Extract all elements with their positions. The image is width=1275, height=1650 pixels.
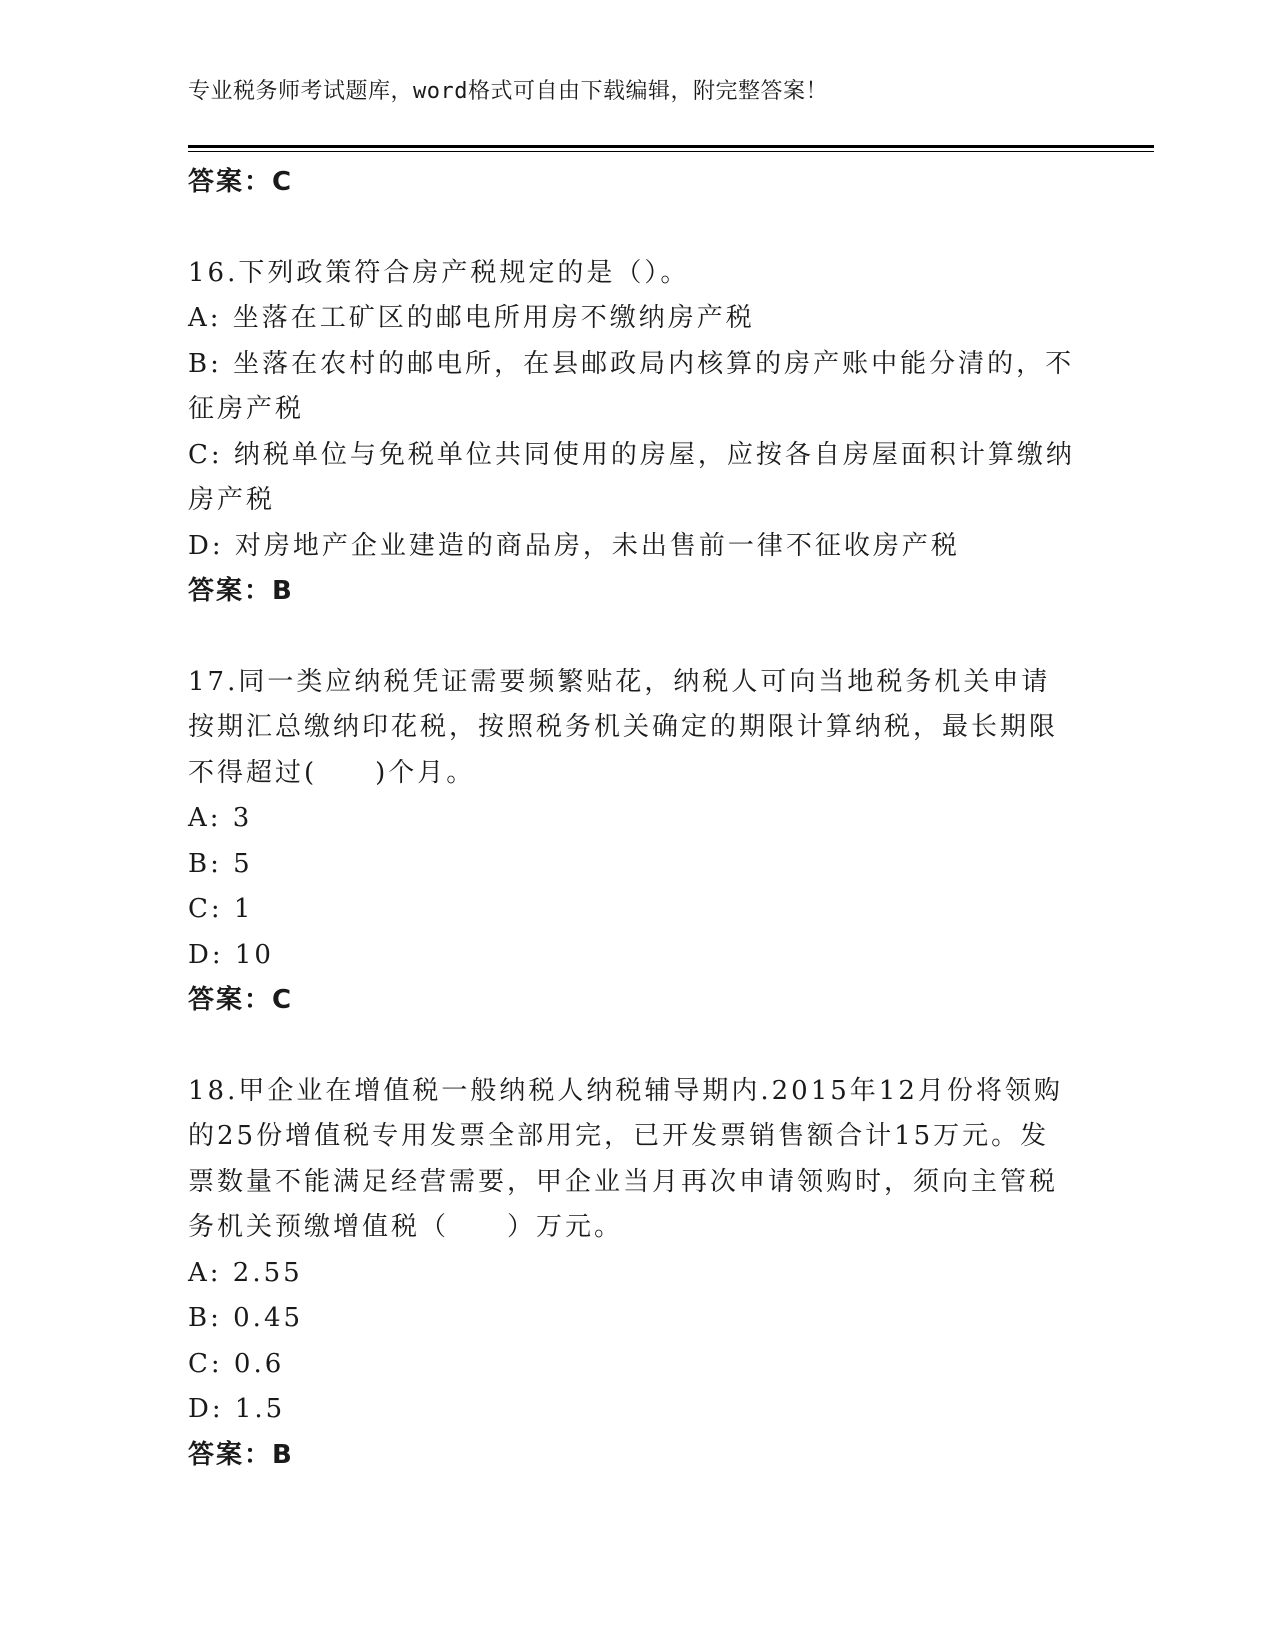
question-stem: 18.甲企业在增值税一般纳税人纳税辅导期内.2015年12月份将领购的25份增值税专用发票全部用完，已开发票销售额合计15万元。发票数量不能满足经营需要，甲企业当月再次申请领购时，须向主管税务机关预缴增值税（ ）万元。 [188, 1075, 1063, 1242]
document-body [188, 160, 1088, 1478]
option-c: C: 1 [188, 894, 254, 924]
option-a: A: 2.55 [188, 1257, 303, 1288]
answer-line: 答案：B [188, 576, 294, 606]
question-16 [188, 251, 1088, 615]
header-rule-thin [188, 151, 1154, 152]
option-d: D: 对房地产企业建造的商品房，未出售前一律不征收房产税 [188, 530, 960, 561]
option-b: B: 坐落在农村的邮电所，在县邮政局内核算的房产账中能分清的，不征房产税 [188, 348, 1075, 424]
question-17 [188, 660, 1088, 1024]
header-rule-thick [188, 145, 1154, 148]
option-a: A: 坐落在工矿区的邮电所用房不缴纳房产税 [188, 303, 755, 333]
option-b: B: 5 [188, 848, 253, 879]
option-c: C: 纳税单位与免税单位共同使用的房屋，应按各自房屋面积计算缴纳房产税 [188, 439, 1075, 515]
question-stem: 16.下列政策符合房产税规定的是（）。 [188, 257, 690, 288]
option-a: A: 3 [188, 803, 253, 833]
option-d: D: 10 [188, 939, 274, 970]
option-d: D: 1.5 [188, 1394, 286, 1424]
option-b: B: 0.45 [188, 1303, 304, 1333]
page-header: 专业税务师考试题库，word格式可自由下载编辑，附完整答案！ [188, 79, 828, 104]
answer-line: 答案：C [188, 167, 294, 197]
option-c: C: 0.6 [188, 1348, 285, 1379]
question-stem: 17.同一类应纳税凭证需要频繁贴花，纳税人可向当地税务机关申请按期汇总缴纳印花税，按照税务机关确定的期限计算纳税，最长期限不得超过( )个月。 [188, 666, 1059, 788]
answer-line: 答案：B [188, 1439, 294, 1470]
answer-line: 答案：C [188, 985, 294, 1015]
question-18 [188, 1069, 1088, 1479]
